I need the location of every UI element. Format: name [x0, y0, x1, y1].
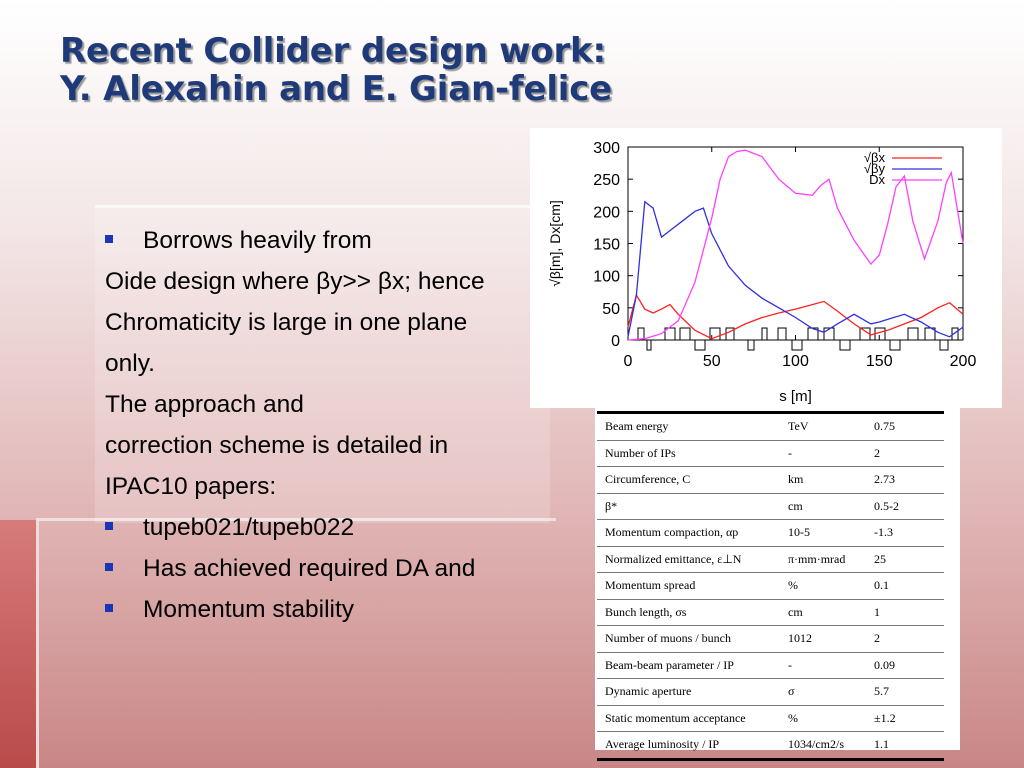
table-row [597, 599, 944, 626]
parameter-value: 0.09 [866, 652, 944, 679]
parameter-unit: 1012 [780, 626, 866, 653]
table-row [597, 573, 944, 600]
title-line-1: Recent Collider design work: [60, 31, 606, 71]
y-tick-label: 50 [602, 300, 620, 318]
table-row [597, 440, 944, 467]
decorative-bar [0, 520, 36, 768]
parameter-name: Momentum spread [597, 573, 780, 600]
parameter-table [597, 411, 944, 761]
parameter-value: ±1.2 [866, 705, 944, 732]
lattice-plot-svg [530, 128, 1002, 408]
table-row [597, 732, 944, 760]
parameter-value: 1 [866, 599, 944, 626]
plot-frame [628, 147, 963, 340]
parameter-name: Circumference, C [597, 467, 780, 494]
y-axis-label: √β[m], Dx[cm] [547, 200, 563, 287]
parameter-table-panel [595, 408, 960, 750]
parameter-value: 1.1 [866, 732, 944, 760]
table-row [597, 546, 944, 573]
lattice-element-marker [748, 340, 754, 350]
body-line-text: Has achieved required DA and [143, 555, 476, 582]
x-tick-label: 100 [782, 353, 809, 370]
title-line-2: Y. Alexahin and E. Gian-felice [60, 69, 613, 109]
parameter-unit: % [780, 573, 866, 600]
square-bullet-icon [105, 563, 113, 571]
x-tick-label: 200 [949, 353, 977, 370]
parameter-value: 2 [866, 440, 944, 467]
table-row [597, 652, 944, 679]
body-line [105, 548, 545, 589]
lattice-element-marker [762, 328, 767, 340]
y-tick-label: 250 [593, 172, 620, 190]
parameter-name: Beam-beam parameter / IP [597, 652, 780, 679]
y-tick-label: 150 [593, 236, 620, 254]
table-row [597, 626, 944, 653]
parameter-value: 25 [866, 546, 944, 573]
parameter-unit: TeV [780, 413, 866, 441]
slide-body [105, 220, 545, 630]
body-line [105, 589, 545, 630]
legend-label: √βy [863, 161, 885, 176]
parameter-value: 2 [866, 626, 944, 653]
parameter-name: Bunch length, σs [597, 599, 780, 626]
body-line [105, 507, 545, 548]
parameter-name: Average luminosity / IP [597, 732, 780, 760]
body-line: The approach and [105, 391, 304, 418]
parameter-value: -1.3 [866, 520, 944, 547]
body-line-text: Borrows heavily from [143, 227, 372, 254]
table-row [597, 705, 944, 732]
parameter-value: 5.7 [866, 679, 944, 706]
series-line-2 [628, 150, 963, 340]
lattice-element-marker [680, 328, 690, 340]
body-line: correction scheme is detailed in [105, 432, 449, 459]
table-row [597, 493, 944, 520]
body-line [105, 220, 545, 261]
x-tick-label: 150 [865, 353, 893, 370]
parameter-name: Number of IPs [597, 440, 780, 467]
square-bullet-icon [105, 235, 113, 243]
legend-label: √βx [863, 150, 885, 165]
lattice-element-marker [840, 340, 850, 350]
body-line: Chromaticity is large in one plane [105, 309, 468, 336]
x-axis-label: s [m] [779, 388, 812, 405]
body-line-text: Momentum stability [143, 596, 355, 623]
lattice-element-marker [908, 328, 918, 340]
parameter-value: 0.5-2 [866, 493, 944, 520]
y-tick-label: 300 [593, 140, 620, 157]
parameter-name: Static momentum acceptance [597, 705, 780, 732]
parameter-unit: 1034/cm2/s [780, 732, 866, 760]
lattice-element-marker [792, 340, 802, 350]
parameter-name: Beam energy [597, 413, 780, 441]
lattice-element-marker [647, 340, 651, 350]
parameter-name: Momentum compaction, αp [597, 520, 780, 547]
table-row [597, 467, 944, 494]
parameter-unit: % [780, 705, 866, 732]
parameter-unit: - [780, 440, 866, 467]
parameter-name: Dynamic aperture [597, 679, 780, 706]
body-line-text: tupeb021/tupeb022 [143, 514, 355, 541]
parameter-unit: - [780, 652, 866, 679]
x-tick-label: 50 [702, 353, 721, 370]
y-tick-label: 0 [611, 333, 620, 350]
parameter-name: Normalized emittance, ε⊥N [597, 546, 780, 573]
lattice-plot [530, 128, 1002, 408]
parameter-unit: π·mm·mrad [780, 546, 866, 573]
parameter-value: 0.75 [866, 413, 944, 441]
parameter-unit: cm [780, 493, 866, 520]
table-row [597, 413, 944, 441]
y-tick-label: 100 [593, 268, 620, 286]
parameter-unit: km [780, 467, 866, 494]
parameter-name: Number of muons / bunch [597, 626, 780, 653]
x-tick-label: 0 [623, 353, 633, 370]
parameter-unit: 10-5 [780, 520, 866, 547]
parameter-unit: cm [780, 599, 866, 626]
decorative-bar-highlight [36, 520, 39, 768]
body-line: Oide design where βy>> βx; hence [105, 268, 485, 295]
y-tick-label: 200 [593, 204, 620, 222]
parameter-value: 0.1 [866, 573, 944, 600]
body-line: IPAC10 papers: [105, 473, 277, 500]
table-row [597, 520, 944, 547]
parameter-unit: σ [780, 679, 866, 706]
square-bullet-icon [105, 604, 113, 612]
lattice-element-marker [695, 340, 705, 350]
body-line: only. [105, 350, 155, 377]
legend-label: Dx [869, 172, 885, 187]
table-row [597, 679, 944, 706]
lattice-element-marker [940, 340, 948, 350]
square-bullet-icon [105, 522, 113, 530]
lattice-element-marker [778, 328, 786, 340]
slide-title [60, 32, 612, 108]
parameter-name: β* [597, 493, 780, 520]
lattice-element-marker [890, 340, 900, 350]
parameter-value: 2.73 [866, 467, 944, 494]
